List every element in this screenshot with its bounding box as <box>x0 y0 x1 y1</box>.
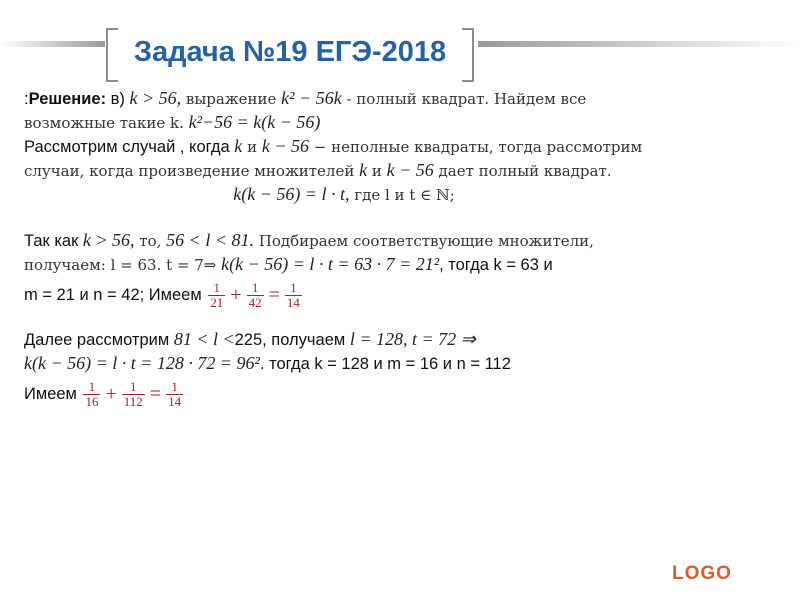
plus-sign: + <box>105 383 117 405</box>
logo: LOGO <box>672 563 732 584</box>
fraction-denominator: 16 <box>85 394 99 409</box>
fraction-denominator: 14 <box>286 295 300 310</box>
line-1 <box>24 87 784 111</box>
line-1-colon: : <box>24 90 29 108</box>
line-11 <box>24 380 784 409</box>
line-3-text-b: и <box>242 138 262 156</box>
line-4-text-a: случаи, когда произведение множителей <box>24 162 360 180</box>
line-1-math-b: k² − 56k <box>281 88 342 108</box>
line-5-text-a: где l и t ∈ ℕ; <box>349 186 455 204</box>
fraction-numerator: 1 <box>247 281 264 296</box>
fraction-numerator: 1 <box>122 380 145 395</box>
fraction-numerator: 1 <box>208 281 225 296</box>
line-2-math-a: k²−56 = k(k − 56) <box>188 112 321 132</box>
line-9-math-a: 81 < l < <box>173 329 235 349</box>
title-bracket-left <box>106 28 118 82</box>
line-1-text-c: - полный квадрат. Найдем все <box>341 90 587 108</box>
line-6-math-a: k > 56, <box>82 230 135 250</box>
line-7-text-b: , тогда k = 63 и <box>439 256 553 274</box>
fraction-numerator: 1 <box>166 380 183 395</box>
fraction-1-14 <box>166 380 183 409</box>
equals-sign: = <box>268 284 280 306</box>
line-6-text-b: то, <box>134 232 167 250</box>
line-3-math-a: k <box>234 136 243 156</box>
line-4-math-b: k − 56 <box>386 160 434 180</box>
fraction-numerator: 1 <box>285 281 302 296</box>
fraction-denominator: 14 <box>168 394 182 409</box>
line-4-text-c: дает полный квадрат. <box>433 162 612 180</box>
line-2 <box>24 111 784 135</box>
line-10-text-a: . тогда k = 128 и m = 16 и n = 112 <box>259 355 511 373</box>
title-bracket-right <box>462 28 474 82</box>
line-4-math-a: k <box>359 160 368 180</box>
line-4 <box>24 159 784 183</box>
line-11-text-a: Имеем <box>24 384 82 403</box>
line-3-text-a: Рассмотрим случай , когда <box>24 138 235 156</box>
fraction-denominator: 112 <box>123 394 143 409</box>
spacer <box>24 310 784 328</box>
fraction-1-21 <box>208 281 225 310</box>
header-rule-right <box>478 41 800 47</box>
fraction-1-14 <box>285 281 302 310</box>
line-5 <box>24 183 784 207</box>
line-9 <box>24 328 784 352</box>
line-7-text-a: получаем: l = 63. t = 7⇒ <box>24 256 222 274</box>
line-6 <box>24 229 784 253</box>
header-rule-left <box>0 41 105 47</box>
line-8-text-a: m = 21 и n = 42; Имеем <box>24 285 207 304</box>
line-5-math-a: k(k − 56) = l · t, <box>233 184 350 204</box>
line-10 <box>24 352 784 376</box>
line-10-math-a: k(k − 56) = l · t = 128 · 72 = 96² <box>24 353 260 373</box>
fraction-numerator: 1 <box>83 380 100 395</box>
plus-sign: + <box>230 284 242 306</box>
line-1-text-b: выражение <box>181 90 282 108</box>
line-7 <box>24 253 784 277</box>
fraction-1-16 <box>83 380 100 409</box>
line-4-text-b: и <box>367 162 387 180</box>
line-6-text-a: Так как <box>24 232 83 250</box>
fraction-1-112 <box>122 380 145 409</box>
fraction-denominator: 42 <box>248 295 262 310</box>
line-1-text-a: в) <box>106 90 130 108</box>
solution-label: Решение: <box>28 90 107 108</box>
line-9-text-b: 225, получаем <box>234 331 350 349</box>
fraction-1-42 <box>247 281 264 310</box>
line-6-text-c: Подбираем соответствующие множители, <box>253 232 594 250</box>
line-9-math-b: l = 128, t = 72 ⇒ <box>349 329 476 349</box>
slide-title: Задача №19 ЕГЭ-2018 <box>133 36 447 68</box>
line-3-text-c: − неполные квадраты, тогда рассмотрим <box>308 138 643 156</box>
equals-sign: = <box>149 383 162 405</box>
line-6-math-b: 56 < l < 81. <box>166 230 254 250</box>
line-2-text-a: возможные такие k. <box>24 114 189 132</box>
fraction-denominator: 21 <box>210 295 224 310</box>
line-3 <box>24 135 784 159</box>
spacer <box>24 207 784 229</box>
line-9-text-a: Далее рассмотрим <box>24 331 174 349</box>
line-1-math-a: k > 56, <box>129 88 182 108</box>
line-8 <box>24 281 784 310</box>
line-7-math-a: k(k − 56) = l · t = 63 · 7 = 21² <box>221 254 440 274</box>
line-3-math-b: k − 56 <box>261 136 309 156</box>
solution-body <box>24 87 784 409</box>
